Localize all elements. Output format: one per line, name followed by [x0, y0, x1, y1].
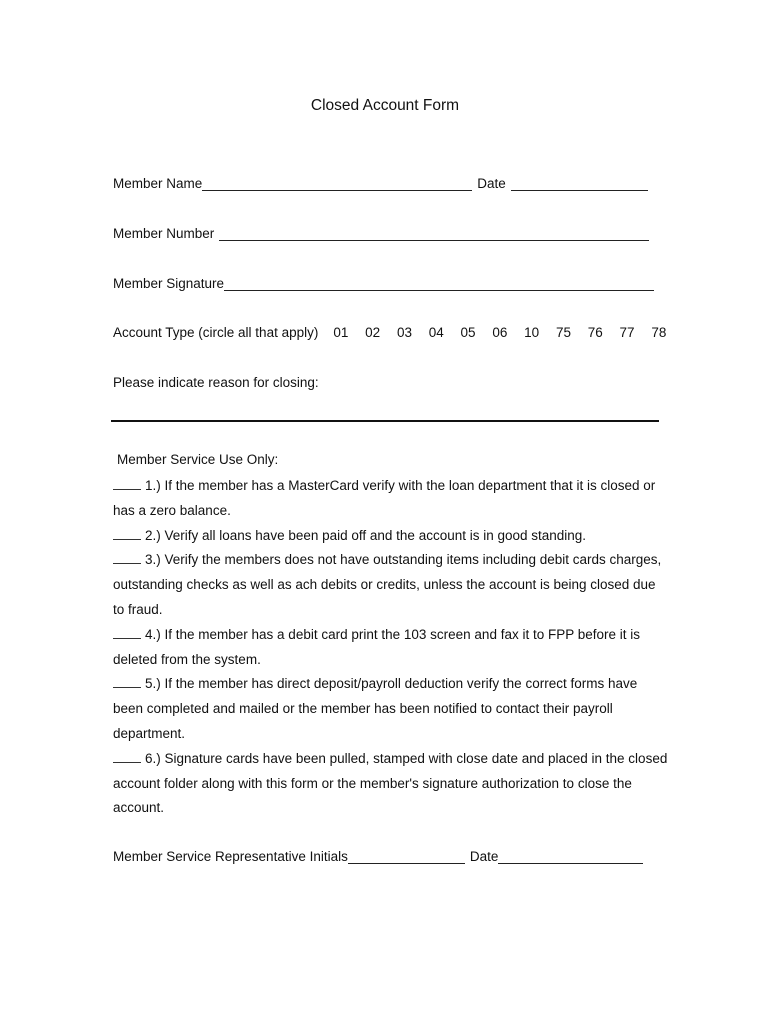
member-signature-field[interactable]	[224, 278, 654, 291]
checklist-item-text: 1.) If the member has a MasterCard verify with the loan department that it is closed or has a zero balance.	[113, 478, 656, 518]
date-label: Date	[477, 176, 506, 191]
reason-label: Please indicate reason for closing:	[113, 375, 319, 390]
checklist-initial-blank[interactable]	[113, 676, 141, 688]
checklist-item-5	[113, 672, 668, 746]
checklist-initial-blank[interactable]	[113, 478, 141, 490]
date-field[interactable]	[511, 178, 648, 191]
member-name-label: Member Name	[113, 176, 203, 191]
account-type-option[interactable]: 06	[492, 325, 508, 340]
checklist-item-6	[113, 747, 668, 821]
account-type-option[interactable]: 77	[619, 325, 635, 340]
account-type-option[interactable]: 04	[428, 325, 444, 340]
member-name-field[interactable]	[202, 178, 472, 191]
checklist-initial-blank[interactable]	[113, 751, 141, 763]
member-signature-row	[113, 276, 654, 291]
account-type-row	[113, 325, 679, 340]
account-type-option[interactable]: 03	[396, 325, 412, 340]
reason-divider	[111, 420, 659, 422]
representative-initials-label: Member Service Representative Initials	[113, 849, 348, 864]
reason-row	[113, 375, 319, 390]
member-number-label: Member Number	[113, 226, 215, 241]
member-number-field[interactable]	[219, 228, 649, 241]
account-type-options	[333, 325, 679, 340]
footer-date-field[interactable]	[498, 851, 643, 864]
member-service-heading: Member Service Use Only:	[117, 452, 279, 467]
checklist-initial-blank[interactable]	[113, 552, 141, 564]
account-type-option[interactable]: 02	[365, 325, 381, 340]
checklist-item-text: 3.) Verify the members does not have outstanding items including debit cards charges, outstanding checks as well as ach debits or credits, unless the account is being closed due to fraud.	[113, 552, 662, 617]
account-type-option[interactable]: 75	[555, 325, 571, 340]
account-type-option[interactable]: 05	[460, 325, 476, 340]
checklist-item-2	[113, 524, 668, 549]
account-type-option[interactable]: 78	[651, 325, 667, 340]
member-service-checklist	[113, 474, 668, 821]
account-type-label: Account Type (circle all that apply)	[113, 325, 319, 340]
representative-initials-field[interactable]	[348, 851, 465, 864]
footer-date-label: Date	[469, 849, 499, 864]
form-title: Closed Account Form	[310, 97, 460, 114]
checklist-item-text: 6.) Signature cards have been pulled, stamped with close date and placed in the closed account folder along with this form or the member's signature authorization to close the account.	[113, 750, 668, 816]
checklist-initial-blank[interactable]	[113, 627, 141, 639]
checklist-item-3	[113, 548, 668, 622]
checklist-initial-blank[interactable]	[113, 528, 141, 540]
member-number-row	[113, 226, 649, 241]
account-type-option[interactable]: 01	[333, 325, 349, 340]
checklist-item-1	[113, 474, 668, 524]
account-type-option[interactable]: 10	[524, 325, 540, 340]
account-type-option[interactable]: 76	[587, 325, 603, 340]
checklist-item-text: 4.) If the member has a debit card print the 103 screen and fax it to FPP before it is deleted from the system.	[113, 626, 641, 667]
representative-row	[113, 849, 643, 864]
checklist-item-text: 2.) Verify all loans have been paid off and the account is in good standing.	[145, 527, 587, 543]
checklist-item-4	[113, 623, 668, 673]
member-signature-label: Member Signature	[113, 276, 225, 291]
checklist-item-text: 5.) If the member has direct deposit/payroll deduction verify the correct forms have been completed and mailed or the member has been notified to contact their payroll department.	[113, 676, 638, 741]
member-name-row	[113, 176, 648, 191]
